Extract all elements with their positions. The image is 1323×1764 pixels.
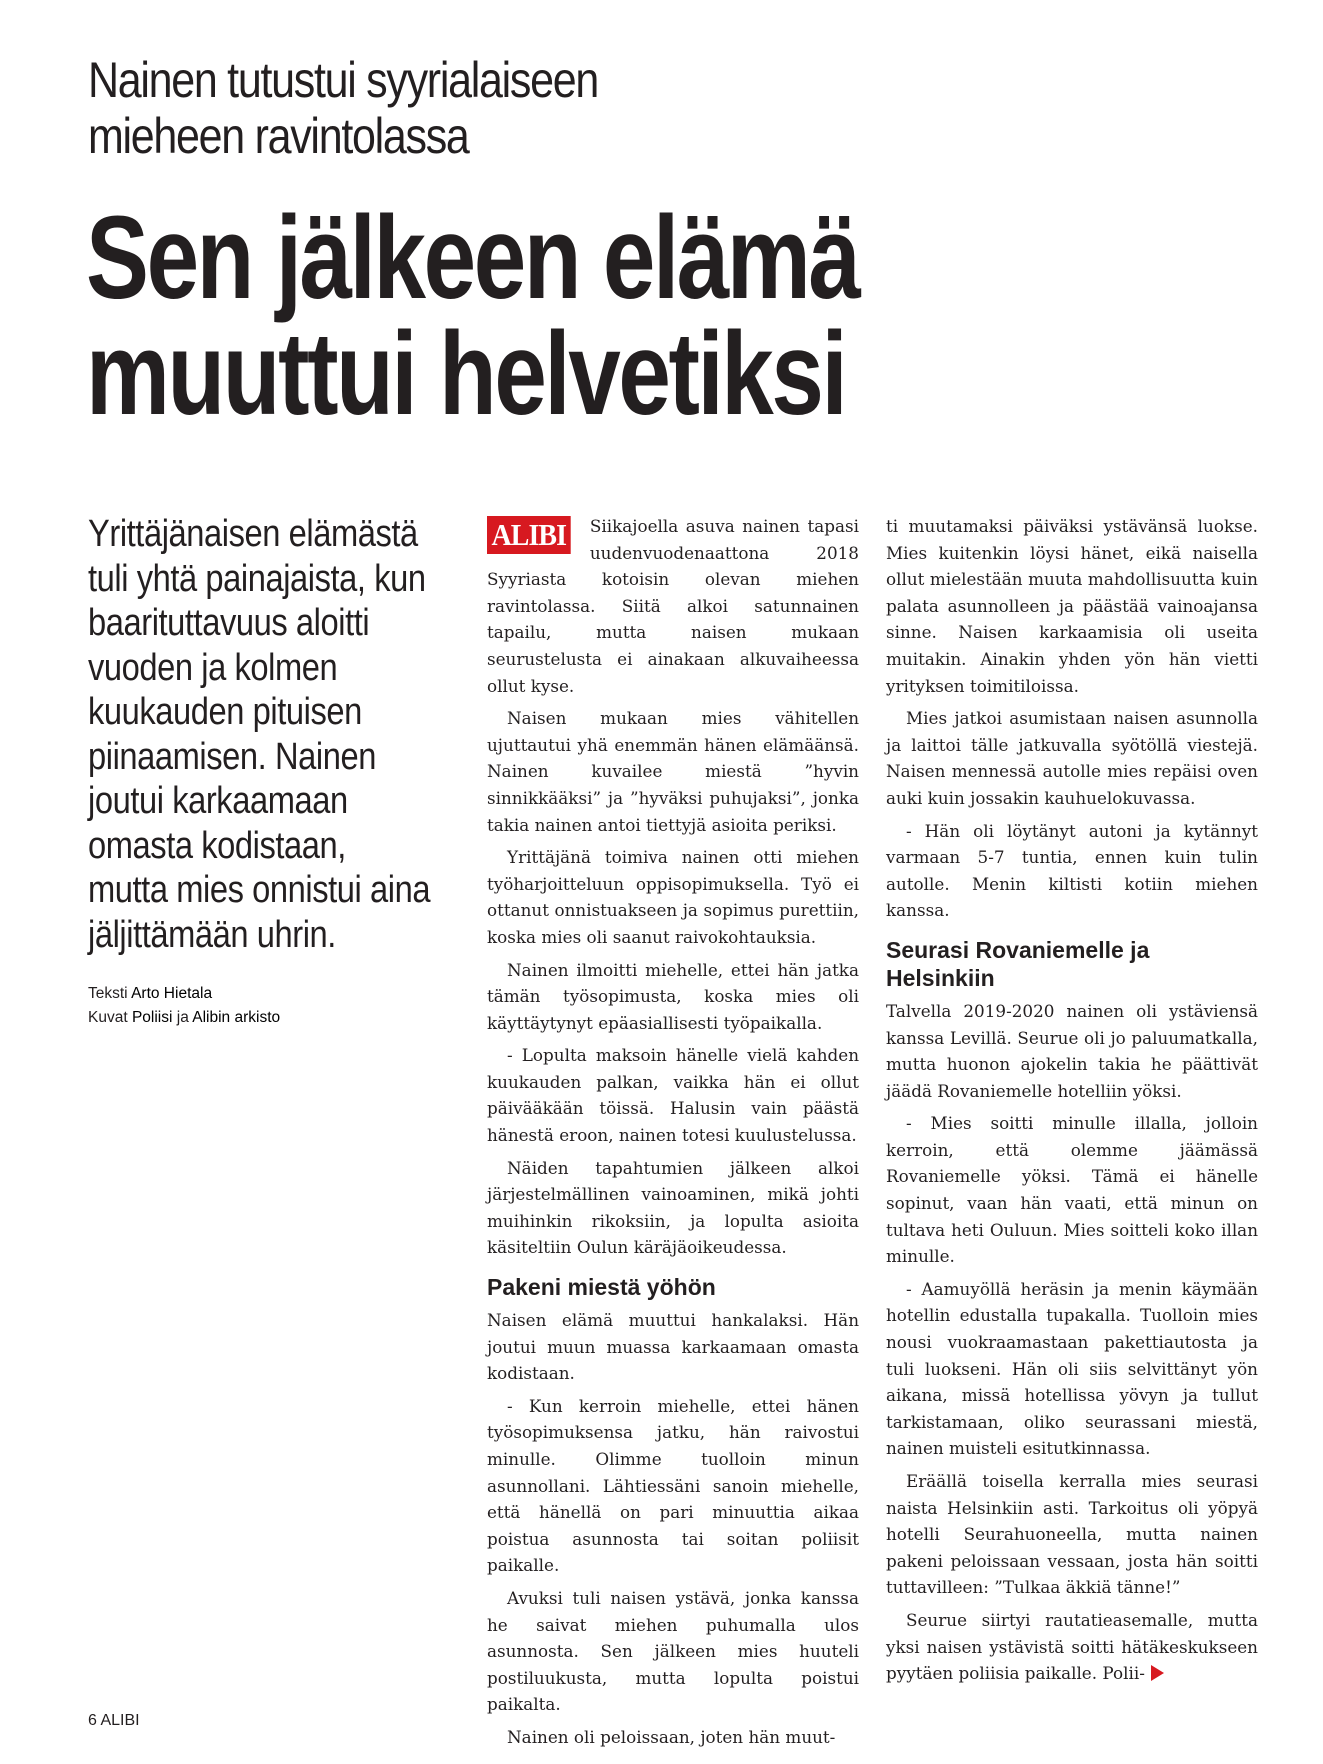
photo-source-1: Poliisi	[131, 1009, 173, 1026]
headline-line-1: Sen jälkeen elämä	[86, 192, 859, 324]
lead-paragraph: Yrittäjänaisen elämästä tuli yhtä painajaista, kun baarituttavuus aloitti vuoden ja kolmen kuukauden pituisen piinaamisen. Nainen joutui karkaamaan omasta kodistaan, mutta mies onnistui aina jäljittämään uhrin.	[88, 513, 431, 956]
kicker-line-2: mieheen ravintolassa	[88, 108, 469, 164]
kicker-heading	[88, 52, 1077, 164]
main-headline	[86, 192, 1086, 440]
paragraph: Talvella 2019-2020 nainen oli ystäviensä kanssa Levillä. Seurue oli jo paluumatkalla, mutta huonon ajokelin takia he päättivät jäädä Rovaniemelle hotelliin yöksi.	[886, 1000, 1258, 1101]
paragraph: - Hän oli löytänyt autoni ja kytännyt varmaan 5-7 tuntia, ennen kuin tulin autolle. Menin kiltisti kotiin miehen kanssa.	[886, 820, 1258, 921]
paragraph: - Lopulta maksoin hänelle vielä kahden kuukauden palkan, vaikka hän ei ollut päivääkään töissä. Halusin vain päästä hänestä eroon, nainen totesi kuulustelussa.	[487, 1045, 859, 1146]
paragraph: Yrittäjänä toimiva nainen otti miehen työharjoitteluun oppisopimuksella. Työ ei ottanut onnistuakseen ja sopimus purettiin, koska mies oli saanut raivokohtauksia.	[487, 847, 859, 947]
headline-line-2: muuttui helvetiksi	[86, 308, 846, 440]
continue-arrow-icon	[1151, 1665, 1164, 1681]
page-number: 6 ALIBI	[88, 1712, 140, 1729]
paragraph: ti muutamaksi päiväksi ystävänsä luokse. Mies kuitenkin löysi hänet, eikä naisella ollut mielestään muuta mahdollisuutta kuin palata asunnolleen ja päästää vainoajansa sinne. Naisen karkaamisia oli useita muitakin. Ainakin yhden yön hän vietti yrityksen toimitiloissa.	[886, 516, 1258, 696]
paragraph: Avuksi tuli naisen ystävä, jonka kanssa he saivat miehen puhumalla ulos asunnosta. Sen jälkeen mies huuteli postiluukusta, mutta lopulta poistui paikalta.	[487, 1587, 859, 1715]
paragraph: Nainen ilmoitti miehelle, ettei hän jatka tämän työsopimusta, koska mies oli käyttäytynyt epäasiallisesti työpaikalla.	[487, 959, 859, 1033]
paragraph: Seurue siirtyi rautatieasemalle, mutta yksi naisen ystävistä soitti hätäkeskukseen pyytäen poliisia paikalle. Polii-	[886, 1609, 1258, 1684]
paragraph: Naisen elämä muuttui hankalaksi. Hän joutui muun muassa karkaamaan omasta kodistaan.	[487, 1310, 859, 1384]
paragraph: Eräällä toisella kerralla mies seurasi naista Helsinkiin asti. Tarkoitus oli yöpyä hotelli Seurahuoneella, mutta nainen pakeni peloissaan vessaan, josta hän soitti tuttavilleen: ”Tulkaa äkkiä tänne!”	[886, 1471, 1258, 1598]
byline-credits	[88, 982, 448, 1030]
paragraph: Naisen mukaan mies vähitellen ujuttautui yhä enemmän hänen elämäänsä. Nainen kuvailee miestä ”hyvin sinnikkääksi” ja ”hyväksi puhujaksi”, jonka takia nainen antoi tiettyjä asioita periksi.	[487, 708, 859, 835]
paragraph: Mies jatkoi asumistaan naisen asunnolla ja laittoi tälle jatkuvalla syötöllä viestejä. Naisen mennessä autolle mies repäisi oven auki kuin jossakin kauhuelokuvassa.	[886, 708, 1258, 808]
paragraph: Nainen oli peloissaan, joten hän muut-	[507, 1726, 836, 1747]
photo-credit: Kuvat Poliisi ja Alibin arkisto	[88, 1009, 281, 1026]
paragraph: Näiden tapahtumien jälkeen alkoi järjestelmällinen vainoaminen, mikä johti muihinkin rikoksiin, ja lopulta asioita käsiteltiin Oulun käräjäoikeudessa.	[487, 1157, 859, 1258]
text-credit: Teksti Arto Hietala	[88, 985, 213, 1002]
subheading: Pakeni miestä yöhön	[487, 1274, 716, 1301]
paragraph: - Kun kerroin miehelle, ettei hänen työsopimuksensa jatku, hän raivostui minulle. Olimme tuolloin minun asunnollani. Lähtiessäni sanoin miehelle, että hänellä on pari minuuttia aikaa poistua asunnosta tai soitan poliisit paikalle.	[487, 1395, 859, 1576]
paragraph: - Mies soitti minulle illalla, jolloin kerroin, että olemme jäämässä Rovaniemelle yöksi. Tämä ei hänelle sopinut, vaan hän vaati, että minun on tultava heti Ouluun. Mies soitteli koko illan minulle.	[886, 1113, 1258, 1267]
kicker-line-1: Nainen tutustui syyrialaiseen	[88, 52, 598, 108]
paragraph: Siikajoella asuva nainen tapasi uudenvuodenaattona 2018 Syyriasta kotoisin olevan miehen ravintolassa. Siitä alkoi satunnainen tapailu, mutta naisen mukaan seurustelusta ei ainakaan alkuvaiheessa ollut kyse.	[487, 516, 859, 696]
author-name: Arto Hietala	[131, 985, 213, 1002]
alibi-logo: ALIBI	[487, 516, 571, 554]
paragraph: - Aamuyöllä heräsin ja menin käymään hotellin edustalla tupakalla. Tuolloin mies nousi vuokraamastaan pakettiautosta ja tuli luokseni. Hän oli siis selvittänyt yön aikana, missä hotellissa yövyn ja tullut tarkistamaan, oliko seurassani miestä, nainen muisteli esitutkinnassa.	[886, 1278, 1258, 1459]
subheading: Seurasi Rovaniemelle ja Helsinkiin	[886, 936, 1150, 991]
body-column-2	[487, 513, 859, 1757]
body-column-3	[886, 513, 1258, 1693]
photo-source-2: Alibin arkisto	[192, 1009, 281, 1026]
